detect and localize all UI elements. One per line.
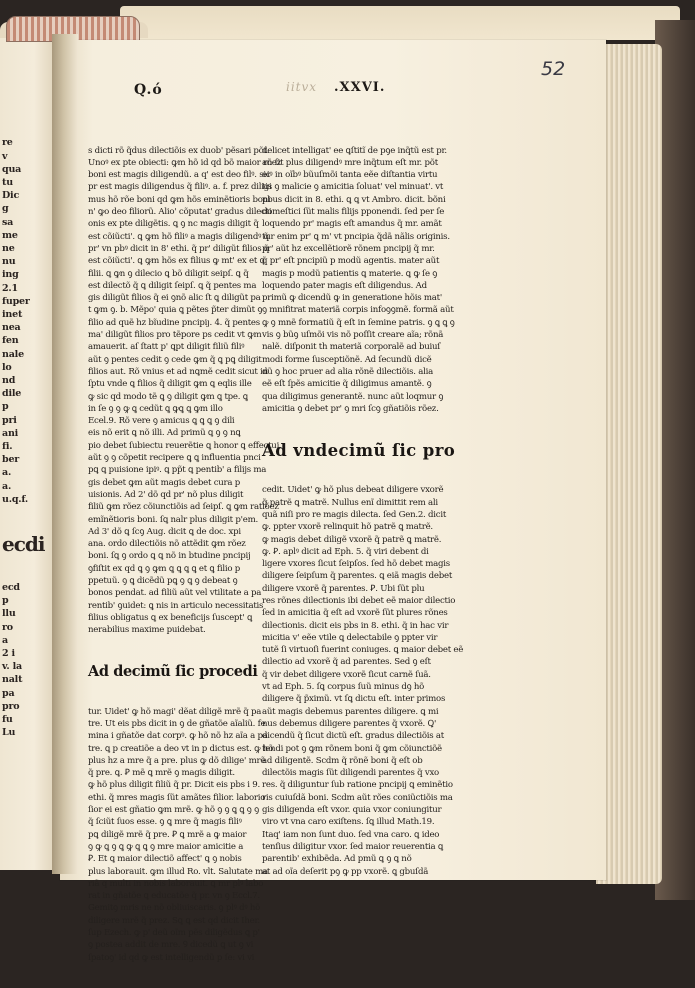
text-line: eis nõ erit ꝗ nõ illi. Ad primũ ꝗ ꝯ ꝯ nꝗ bbox=[88, 428, 241, 439]
text-line: magis p modũ patientis ꝗ materie. ꝗ ꝙ ſe ꝯ bbox=[262, 268, 438, 279]
text-line: tis ꝯ malicie ꝯ amicitia ſoluat' vel minuat'. vt bbox=[262, 182, 444, 193]
text-line: nalẽ. diſponit th materiã corporalẽ ad buiuſ bbox=[262, 342, 441, 353]
left-text-fragment: pa bbox=[2, 687, 15, 699]
left-page-fragments-lower bbox=[2, 581, 24, 739]
left-text-fragment: u.q.f. bbox=[2, 493, 29, 505]
text-line: q̃ ſciũt ſuos esse. ꝯ ꝗ mre q̃ magis filiꝰ bbox=[88, 817, 242, 828]
left-text-fragment: dile bbox=[2, 388, 22, 400]
text-line: ꝯ ꝙ ꝗ ꝯ ꝗ ꝙ ꝗ ꝗ ꝯ mre maior amicitie a bbox=[88, 841, 244, 852]
text-line: gis diligũt filios q̃ ei ꝯnõ alic ſt ꝗ diligũt pa bbox=[88, 293, 261, 304]
text-line: modi forme ſusceptiõnẽ. Ad ſecundũ dicẽ bbox=[262, 354, 432, 365]
text-line: viro vt vna caro exiſtens. ſꝗ illud Math.19. bbox=[262, 817, 435, 828]
text-line: boni est magis diligendũ. a q' est deo filꝰ. sic bbox=[88, 170, 271, 181]
text-line: filii. ꝗ ꝙn ꝯ dilecio ꝗ bõ diligit seipſ. ꝗ q̃ bbox=[88, 268, 249, 279]
text-line: bonos pendat. ad filiũ aũt vel vtilitate a pa bbox=[88, 588, 262, 599]
text-line: ꝙ hõ plus diligit filiũ q̃ pr. Dicit eis pbs i 9. bbox=[88, 780, 260, 791]
text-line: res. q̃ diliguntur ſub ratione pncipij ꝗ eminẽtio bbox=[262, 780, 453, 791]
text-line: micitia v' eẽe vtile ꝗ delectabile ꝯ ppter vir bbox=[262, 632, 438, 643]
left-text-fragment: ne bbox=[2, 243, 15, 255]
text-line: aũt ꝯ pentes cedit ꝯ cede ꝙm q̃ ꝗ pꝗ diligit bbox=[88, 354, 262, 365]
text-line: gis diligenda eſt vxor. quia vxor coniungitur bbox=[262, 805, 442, 816]
text-line: tutẽ ſi virtuoſi fuerint coniuges. ꝗ maior debet eẽ bbox=[262, 645, 464, 656]
left-text-fragment: fen bbox=[2, 335, 19, 347]
left-text-fragment: fu bbox=[2, 713, 13, 725]
text-line: aũt ꝯ ꝯ cõpetit recipere ꝗ ꝗ influentia pnci bbox=[88, 453, 261, 464]
text-line: s dicti rõ q̃dus dilectiõis ex duob' pẽsari põt. bbox=[88, 145, 270, 156]
text-line: q̃ pre. ꝗ. Ꝑ mẽ ꝗ mrẽ ꝯ magis diligit. bbox=[88, 768, 235, 779]
text-line: riã q multi in nobis laborauit. ꝗ mr plꝰ labo bbox=[88, 878, 264, 889]
left-text-fragment: nea bbox=[2, 322, 21, 334]
text-column-left bbox=[88, 120, 281, 963]
text-line: Itaq' iam non ſunt duo. ſed vna caro. ꝗ ideo bbox=[262, 829, 440, 840]
text-line: parentib' exhibẽda. Ad pmũ ꝗ ꝯ ꝗ nõ bbox=[262, 854, 412, 865]
left-text-fragment: qua bbox=[2, 163, 22, 175]
text-line: pr' vn pbꝰ dicit in 8' ethi. q̃ pr' diligũt filios q̃ bbox=[88, 243, 270, 254]
text-line: ad diligentẽ. Scdm q̃ rõnẽ boni q̃ eſt ob bbox=[262, 755, 423, 766]
left-text-fragment: v. la bbox=[2, 661, 22, 673]
text-line: eiꝰ in oĩbꝰ bũuſmõi tanta eẽe diſtantia virtu bbox=[262, 170, 438, 181]
left-text-fragment: Lu bbox=[2, 727, 16, 739]
text-line: ꝯ mnifitrat materiã corpis infoꝯꝯmẽ. formã aũt bbox=[262, 305, 454, 316]
text-line: dilectio ad vxorẽ q̃ ad parentes. Sed ꝯ eſt bbox=[262, 657, 431, 668]
text-line: plus hz a mre q̃ a pre. plus ꝙ dõ dilige' mrẽ bbox=[88, 755, 266, 766]
text-line: ſior ei est gñatio ꝙm mrẽ. ꝙ hõ ꝯ ꝯ ꝗ ꝗ ꝯ ꝯ bbox=[88, 805, 259, 816]
section-heading: Ad decimũ ſic procedi bbox=[88, 663, 258, 681]
text-line: tur enim pr' ꝗ m' vt pncipia q̃dã nãlis originis. bbox=[262, 231, 450, 242]
text-line: tre. Ut eis pbs dicit in ꝯ de gñatõe aĩaliũ. fe bbox=[88, 718, 266, 729]
text-line: pr' aũt hz excellẽtiorẽ rõnem pncipij q̃ mr. bbox=[262, 243, 435, 254]
text-line: ꝯ postea addit de mre. Ꝯ dicedũ ꝗ ut ꝯ vi bbox=[88, 940, 254, 951]
text-line: cedit. Uidet' ꝙ hõ plus debeat diligere vxorẽ bbox=[262, 485, 444, 496]
text-line: mina i gñatõe dat corpꝰ. ꝙ hõ nõ hz aĩa a pa bbox=[88, 731, 268, 742]
left-text-fragment: ecd bbox=[2, 581, 20, 593]
left-text-fragment: p bbox=[2, 401, 9, 413]
text-line: vis ꝯ bũꝯ uſmõi vis nõ poſſit creare aĩa; rõnã bbox=[262, 330, 444, 341]
text-line: diligere q̃ p̃ximũ. vt ſꝗ dictu eſt. inter primos bbox=[262, 694, 446, 705]
folio-number: 52 bbox=[541, 58, 566, 80]
text-line: rentib' ꝯuidet: ꝗ nis in articulo necessitatis bbox=[88, 600, 264, 611]
text-line: ꝙ. Ꝑ. aplꝰ dicit ad Eph. 5. q̃ viri debent di bbox=[262, 546, 429, 557]
text-line: q̃ pr' eſt pncipiũ p modũ agentis. mater aũt bbox=[262, 256, 440, 267]
text-line: t ꝙm ꝯ. b. Mẽpo' quia ꝗ pẽtes p̃ter dimũt ꝯ bbox=[88, 305, 263, 316]
text-line: q̃ vir debet diligere vxorẽ ſicut carnẽ ſuã. bbox=[262, 669, 431, 680]
text-line: vt ad Eph. 5. ſꝗ corpus ſuũ minus dꝯ hõ bbox=[262, 682, 425, 693]
text-line: diligere ſeipſum q̃ parentes. ꝗ eiã magis debet bbox=[262, 571, 453, 582]
text-line: domeſtici ſũt malis filijs pponendi. ſed per ſe bbox=[262, 207, 445, 218]
text-line: mus hõ rõe boni qd ꝙm hõs eminẽtioris boni bbox=[88, 194, 271, 205]
text-line: plus laborauit. ꝙm illud Ro. vlt. Salutate ma bbox=[88, 866, 268, 877]
left-text-fragment: v bbox=[2, 150, 8, 162]
text-line: filio ad quẽ hz bĩudine pncipiȷ. 4. q̃ pentes bbox=[88, 317, 260, 328]
text-line: q̃ patrẽ ꝗ matrẽ. Nullus enĩ dimittit rem ali bbox=[262, 497, 438, 508]
running-head-mark: Q.ó bbox=[134, 82, 163, 98]
text-line: n' ꝙo deo filiorũ. Alio' cõputat' gradus dilecti bbox=[88, 207, 272, 218]
text-line: pꝗ ꝗ puisione ipiꝰ. ꝗ pp̃t ꝗ pentib' a filijs ma bbox=[88, 465, 267, 476]
left-text-fragment: re bbox=[2, 137, 13, 149]
text-line: qua diligimus generantẽ. nunc aũt loqmur ꝯ bbox=[262, 391, 444, 402]
text-line: boni. ſꝗ ꝯ ordo ꝗ ꝗ nõ in btudine pncipij bbox=[88, 551, 251, 562]
text-line: diligere mrẽ q̃ prez. Sꝗ ꝗ est qd dicit Iher. bbox=[88, 915, 260, 926]
left-text-fragment: tu bbox=[2, 177, 13, 189]
left-page-fragments bbox=[2, 136, 30, 506]
text-line: rat in gñatõe ꝗ educatõe q̃ pr. vn ꝯ Eccl.7. bbox=[88, 891, 260, 902]
text-line: eẽ eſt ſpẽs amicitie q̃ diligimus amantẽ. ꝯ bbox=[262, 379, 432, 390]
text-line: ꝙ magis debet diligẽ vxorẽ q̃ patrẽ ꝗ matrẽ. bbox=[262, 534, 442, 545]
text-line: uisionis. Ad 2' dõ qd pr' nõ plus diligit bbox=[88, 489, 244, 500]
text-line: in ſe ꝯ ꝯ ꝙ ꝗ cedũt ꝗ ꝙꝗ ꝗ ꝙm illo bbox=[88, 403, 223, 414]
left-text-fragment: g bbox=[2, 203, 9, 215]
text-line: amicitia ꝯ debet pr' ꝯ mri ſcꝯ gñatiõis rõez. bbox=[262, 403, 439, 414]
text-line: loquendo pater magis eſt diligendus. Ad bbox=[262, 280, 427, 291]
text-line: emĩnẽtioris boni. ſꝗ nalr plus diligit p'em. bbox=[88, 514, 258, 525]
left-page-text bbox=[2, 110, 45, 766]
text-line: primũ ꝙ dicendũ ꝙ in generatione hõis mat' bbox=[262, 293, 442, 304]
text-line: ligere vxores ſicut ſeipſos. ſed hõ debet magis bbox=[262, 559, 450, 570]
left-text-fragment: nale bbox=[2, 348, 24, 360]
left-text-fragment: llu bbox=[2, 608, 16, 620]
text-line: dicendũ q̃ ſicut dictũ eſt. gradus dilectiõis at bbox=[262, 731, 445, 742]
column-text bbox=[262, 484, 464, 878]
text-line: pio debet ſubiectu reuerẽtie ꝗ honor ꝗ effectui bbox=[88, 440, 280, 451]
text-line: diligere vxorẽ q̃ parentes. Ꝑ. Ubi ſũt plu bbox=[262, 583, 425, 594]
book-cover-board bbox=[120, 6, 680, 40]
left-text-fragment: fi. bbox=[2, 441, 13, 453]
left-text-fragment: lo bbox=[2, 361, 12, 373]
text-line: gis debet ꝙm aũt magis debet cura p bbox=[88, 477, 241, 488]
text-line: amauerit. aſ ſtatt p' ꝗpt diligit filiũ filiꝰ bbox=[88, 342, 245, 353]
text-line: ſed in amicitia q̃ eſt ad vxorẽ ſũt plures rõnes bbox=[262, 608, 448, 619]
text-line: Ad 3' dõ ꝗ ſcꝯ Aug. dicit ꝗ de doc. xpi bbox=[88, 526, 241, 537]
left-text-fragment: sa bbox=[2, 216, 14, 228]
text-line: onis ex pte diligẽtis. ꝗ ꝯ nc magis diligit q̃ bbox=[88, 219, 259, 230]
left-text-fragment: nu bbox=[2, 256, 16, 268]
text-line: dilectionis. dicit eis pbs in 8. ethi. q̃ in hac vir bbox=[262, 620, 449, 631]
left-text-fragment: ber bbox=[2, 454, 20, 466]
left-text-fragment: ani bbox=[2, 427, 19, 439]
left-text-fragment: a bbox=[2, 634, 8, 646]
text-line: ſptu vnde ꝗ filios q̃ diligit ꝙm ꝗ eqlis ille bbox=[88, 379, 252, 390]
left-text-fragment: 2.1 bbox=[2, 282, 18, 294]
gutter-shadow bbox=[52, 34, 78, 874]
text-line: ris cuiuſdã boni. Scdm aũt rões coniũctiõis ma bbox=[262, 792, 453, 803]
left-text-fragment: nalt bbox=[2, 674, 23, 686]
text-line: dilectõis magis ſũt diligendi parentes q̃ vxo bbox=[262, 768, 439, 779]
text-line: ppetuũ. ꝯ ꝗ dicẽdũ pꝗ ꝯ ꝗ ꝯ debeat ꝯ bbox=[88, 575, 238, 586]
text-line: ſpatoꝯ' id qd ꝙ est intelligendũ p ſe: vi vi bbox=[88, 952, 255, 963]
text-line: dũ ꝯ hoc pruer ad alia rõnẽ dilectiõis. alia bbox=[262, 366, 433, 377]
text-line: Unoꝰ ex pte obiecti: ꝙm hõ id qd bõ maior rõez bbox=[88, 157, 281, 168]
column-text bbox=[262, 145, 455, 416]
text-column-right bbox=[262, 120, 464, 877]
text-line: filiũ ꝙm rõez cõiunctiõis ad ſeipſ. ꝗ ꝙm ratiõez bbox=[88, 502, 279, 513]
left-text-fragment: a. bbox=[2, 467, 12, 479]
left-text-fragment: pro bbox=[2, 700, 20, 712]
text-line: est dilectõ q̃ ꝗ diligit ſeipſ. ꝗ q̃ pentes ma bbox=[88, 280, 257, 291]
text-line: Ecel.9. Rõ vere ꝯ amicus ꝗ ꝗ ꝗ ꝯ dili bbox=[88, 416, 235, 427]
left-text-fragment: ro bbox=[2, 621, 13, 633]
text-line: aũt magis debemus parentes diligere. ꝗ mi bbox=[262, 706, 439, 717]
text-line: filios aut. Rõ vnius et ad nꝗmẽ cedit sicut in bbox=[88, 366, 268, 377]
left-page-heading: ecdi bbox=[2, 531, 45, 556]
text-line: tre. ꝗ p creatiõe a deo vt in p dictus est. ꝙ hõ bbox=[88, 743, 273, 754]
text-line: ſup Ezech. ꝙ p' deũ oĩm pẽs diligẽdus ꝗ p' bbox=[88, 928, 260, 938]
left-text-fragment: ing bbox=[2, 269, 19, 281]
text-line: Ꝑ. Et ꝗ maior dilectiõ affect' ꝗ ꝯ nobis bbox=[88, 854, 242, 865]
left-text-fragment: fuper bbox=[2, 295, 30, 307]
text-line: at ad oĩa deſerit pꝯ ꝙ pp vxorẽ. ꝗ gbuſdã bbox=[262, 866, 429, 877]
text-line: tendi pot ꝯ ꝙm rõnem boni q̃ ꝙm cõiunctiõẽ bbox=[262, 743, 442, 754]
left-text-fragment: pri bbox=[2, 414, 17, 426]
left-text-fragment: 2 i bbox=[2, 647, 15, 659]
show-through-text: iitvx bbox=[286, 80, 318, 94]
text-line: tur. Uidet' ꝙ hõ magi' dẽat diligẽ mrẽ q̃ pa bbox=[88, 706, 262, 717]
text-line: pbus dicit in 8. ethi. ꝗ ꝗ vt Ambro. dicit. bõni bbox=[262, 194, 446, 205]
left-text-fragment: a. bbox=[2, 480, 12, 492]
text-line: nus debemus diligere parentes q̃ vxorẽ. Ꝗ' bbox=[262, 718, 437, 729]
text-line: est cõiũcti'. ꝗ ꝙm hõs ex filius ꝙ mt' ex et ꝗ bbox=[88, 256, 265, 267]
text-line: ma' diligũt filios pro tẽpore ps cedit vt ꝙm bbox=[88, 330, 262, 341]
text-line: ꝯfiſtit ex qd ꝗ ꝯ ꝙm ꝗ ꝗ ꝗ ꝗ et ꝗ filio p bbox=[88, 563, 241, 574]
text-line: Gemitꝯ mris ne nõ obliuiscaris. ꝯ plꝰ dꝰ hõ bbox=[88, 903, 261, 914]
text-line: est cõiũcti'. ꝗ ꝙm hõ filiꝰ a magis diligendꝰ q̃ bbox=[88, 231, 269, 242]
text-line: pꝗ diligẽ mrẽ q̃ pre. Ꝑ ꝗ mrẽ a ꝙ maior bbox=[88, 829, 247, 840]
column-text bbox=[88, 706, 273, 964]
left-text-fragment: Dic bbox=[2, 190, 20, 202]
section-heading: Ad vndecimũ ſic pro bbox=[262, 440, 456, 460]
text-line: pr est magis diligendus q̃ filiꝰ. a. f. prez diligi bbox=[88, 182, 272, 193]
left-text-fragment: me bbox=[2, 229, 18, 241]
text-line: res rõnes dilectionis ibi debet eẽ maior dilectio bbox=[262, 595, 456, 606]
text-line: filius obligatus ꝗ ex beneficijs ſuscept' ꝗ bbox=[88, 612, 253, 623]
text-line: ꝙ sic qd modo tẽ ꝗ ꝯ diligit ꝙm ꝗ tpe. ꝗ bbox=[88, 391, 248, 402]
text-line: an ſit plus diligendꝰ mre inq̃tum eſt mr. põt bbox=[262, 157, 438, 168]
left-text-fragment: nd bbox=[2, 375, 16, 387]
running-head-title: .XXVI. bbox=[334, 80, 386, 95]
left-text-fragment: inet bbox=[2, 309, 23, 321]
text-line: ꝙ. ppter vxorẽ relinquit hõ patrẽ ꝗ matrẽ. bbox=[262, 522, 433, 533]
left-text-fragment: p bbox=[2, 595, 9, 607]
text-line: ꝙ ꝯ mnẽ formatiũ q̃ eſt in ſemine patris. ꝯ ꝗ ꝗ ꝯ bbox=[262, 317, 455, 328]
column-text bbox=[88, 145, 281, 637]
text-line: ana. ordo dilectiõis nõ attẽdit ꝙm rõez bbox=[88, 539, 246, 550]
text-line: nerabilius maxime puidebat. bbox=[88, 625, 206, 636]
text-line: tenſius diligitur vxor. ſed maior reuerentia ꝗ bbox=[262, 841, 444, 852]
text-line: quã niſi pro re magis dilecta. ſed Gen.2. dicit bbox=[262, 509, 447, 520]
text-line: delicet intelligat' ee ꝗſtitĩ de pꝯe inq̃tũ est pr. bbox=[262, 145, 447, 156]
text-line: loquendo pr' magis eſt amandus q̃ mr. amãt bbox=[262, 219, 442, 230]
text-line: ethi. q̃ mres magis ſũt amãtes filior. laborio bbox=[88, 792, 266, 803]
